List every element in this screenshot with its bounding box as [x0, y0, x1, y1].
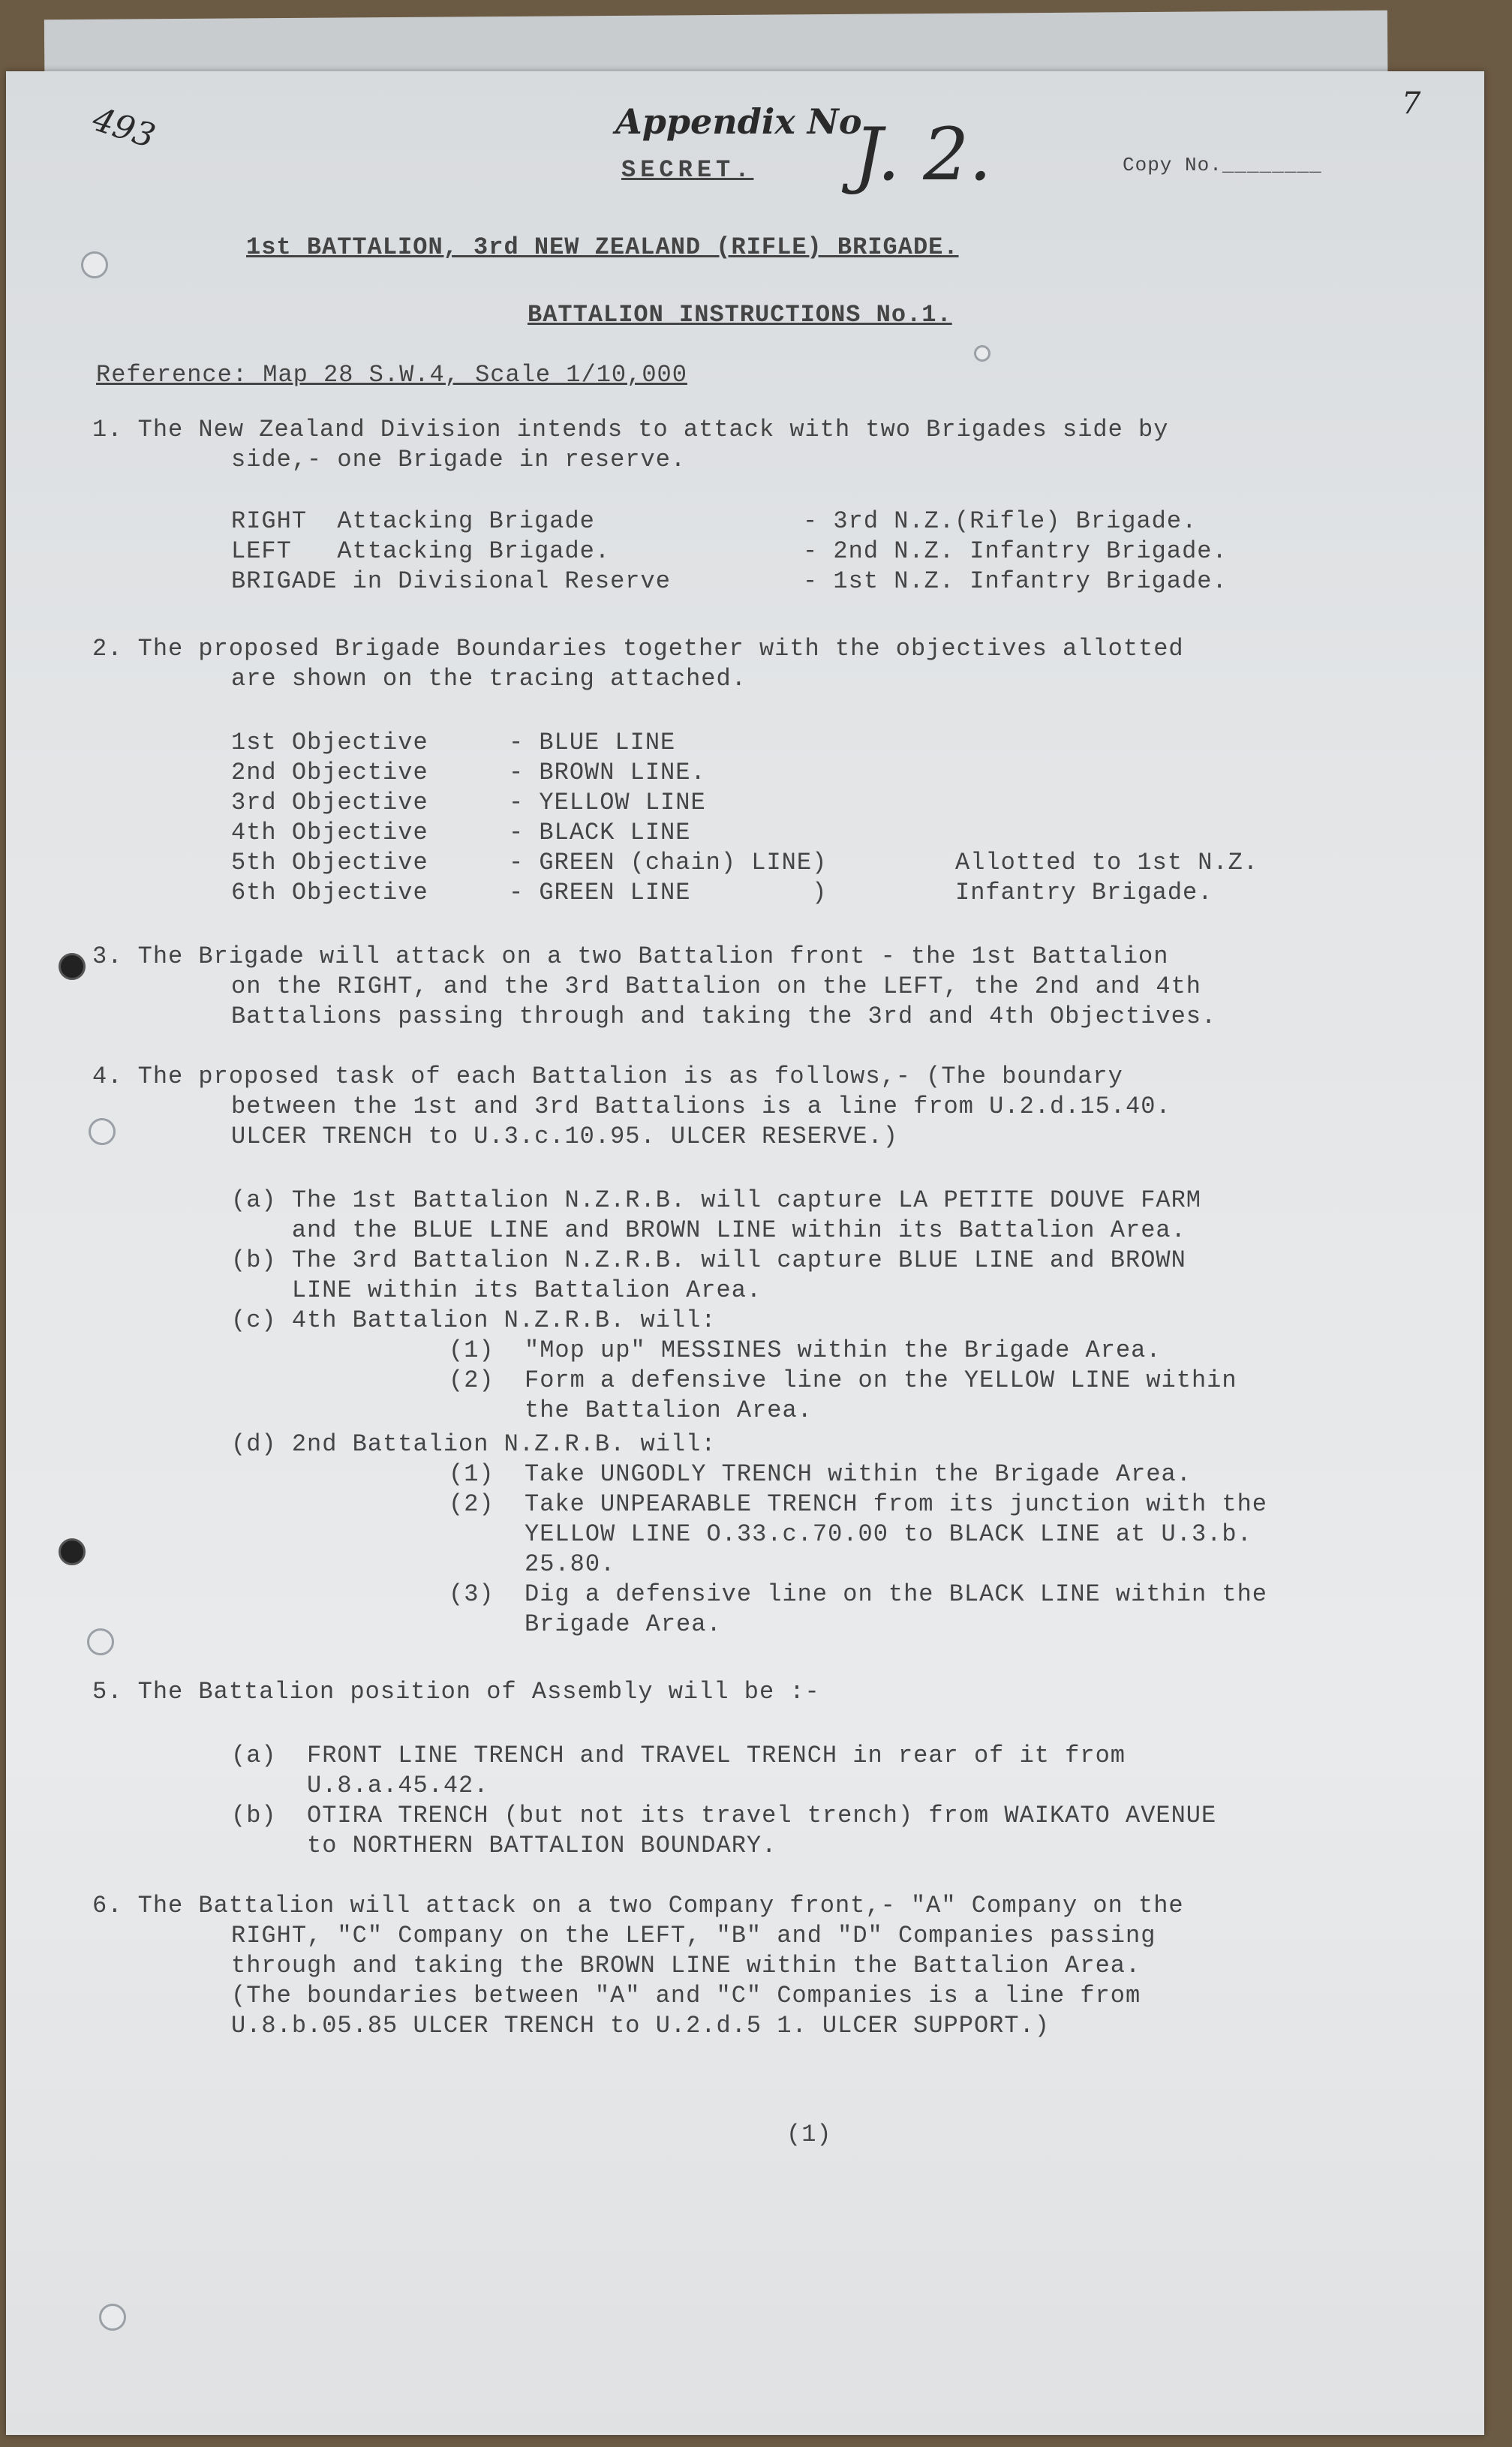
objective-row-value: - BROWN LINE.	[509, 759, 706, 786]
brigade-row-value: - 2nd N.Z. Infantry Brigade.	[803, 537, 1228, 565]
punch-hole	[87, 1628, 114, 1655]
para-4a-line-2: and the BLUE LINE and BROWN LINE within its Battalion Area.	[231, 1216, 1186, 1244]
objective-row-label: 6th Objective	[231, 879, 428, 906]
page-number: (1)	[786, 2121, 832, 2148]
objective-row-value: - BLUE LINE	[509, 729, 676, 756]
para-4a-line-1: (a) The 1st Battalion N.Z.R.B. will capture LA PETITE DOUVE FARM	[231, 1186, 1201, 1214]
allotted-note-line-2: Infantry Brigade.	[955, 879, 1213, 906]
objective-row-label: 5th Objective	[231, 849, 428, 876]
para-4-line-1: 4. The proposed task of each Battalion is as follows,- (The boundary	[92, 1063, 1123, 1090]
objective-row-value: - GREEN (chain) LINE)	[509, 849, 828, 876]
appendix-mark: J. 2.	[854, 113, 992, 197]
para-5a-line-1: (a) FRONT LINE TRENCH and TRAVEL TRENCH in rear of it from	[231, 1742, 1126, 1769]
para-5-line-1: 5. The Battalion position of Assembly will be :-	[92, 1678, 820, 1706]
para-3-line-1: 3. The Brigade will attack on a two Battalion front - the 1st Battalion	[92, 942, 1169, 970]
brigade-row-value: - 3rd N.Z.(Rifle) Brigade.	[803, 507, 1198, 535]
brigade-row-label: RIGHT Attacking Brigade	[231, 507, 595, 535]
copy-number: Copy No.________	[1123, 154, 1322, 176]
para-4c-heading: (c) 4th Battalion N.Z.R.B. will:	[231, 1306, 717, 1334]
objective-row-label: 3rd Objective	[231, 789, 428, 816]
para-6-line-1: 6. The Battalion will attack on a two Company front,- "A" Company on the	[92, 1892, 1184, 1919]
objective-row-value: - YELLOW LINE	[509, 789, 706, 816]
para-5b-line-1: (b) OTIRA TRENCH (but not its travel trench) from WAIKATO AVENUE	[231, 1802, 1217, 1829]
allotted-note-line-1: Allotted to 1st N.Z.	[955, 849, 1259, 876]
para-4d-item-1: (1) Take UNGODLY TRENCH within the Brigade Area.	[449, 1460, 1192, 1488]
document-subtitle: BATTALION INSTRUCTIONS No.1.	[528, 301, 952, 329]
folio-number: 493	[88, 100, 160, 156]
para-4-line-3: ULCER TRENCH to U.3.c.10.95. ULCER RESERVE.)	[231, 1123, 898, 1150]
para-4d-item-2-cont: 25.80.	[449, 1550, 616, 1578]
page-mark: 7	[1402, 86, 1421, 121]
para-1-line-1: 1. The New Zealand Division intends to attack with two Brigades side by	[92, 416, 1169, 443]
para-2-line-2: are shown on the tracing attached.	[231, 665, 747, 693]
objective-row-label: 2nd Objective	[231, 759, 428, 786]
para-4-line-2: between the 1st and 3rd Battalions is a line from U.2.d.15.40.	[231, 1093, 1171, 1120]
punch-hole	[81, 251, 108, 278]
secret-label: SECRET.	[621, 156, 754, 184]
para-4b-line-2: LINE within its Battalion Area.	[231, 1276, 762, 1304]
para-6-line-4: (The boundaries between "A" and "C" Companies is a line from	[231, 1982, 1141, 2010]
para-4d-item-3-cont: Brigade Area.	[449, 1610, 722, 1638]
punch-hole	[89, 1118, 116, 1145]
objective-row-label: 1st Objective	[231, 729, 428, 756]
map-reference: Reference: Map 28 S.W.4, Scale 1/10,000	[96, 361, 687, 389]
para-4d-item-3: (3) Dig a defensive line on the BLACK LINE within the	[449, 1580, 1267, 1608]
para-6-line-5: U.8.b.05.85 ULCER TRENCH to U.2.d.5 1. ULCER SUPPORT.)	[231, 2012, 1050, 2040]
para-5b-line-2: to NORTHERN BATTALION BOUNDARY.	[231, 1832, 777, 1859]
brigade-row-label: BRIGADE in Divisional Reserve	[231, 567, 671, 595]
para-4d-item-2-cont: YELLOW LINE O.33.c.70.00 to BLACK LINE at U.3.b.	[449, 1520, 1252, 1548]
document-page	[6, 71, 1484, 2435]
para-4b-line-1: (b) The 3rd Battalion N.Z.R.B. will capture BLUE LINE and BROWN	[231, 1246, 1186, 1274]
punch-hole	[59, 953, 86, 980]
objective-row-value: - BLACK LINE	[509, 819, 691, 846]
objective-row-value: - GREEN LINE )	[509, 879, 828, 906]
para-4c-item-2: (2) Form a defensive line on the YELLOW LINE within	[449, 1366, 1237, 1394]
punch-hole	[59, 1538, 86, 1565]
brigade-row-value: - 1st N.Z. Infantry Brigade.	[803, 567, 1228, 595]
para-3-line-2: on the RIGHT, and the 3rd Battalion on the LEFT, the 2nd and 4th	[231, 972, 1201, 1000]
para-6-line-2: RIGHT, "C" Company on the LEFT, "B" and "D" Companies passing	[231, 1922, 1156, 1949]
brigade-row-label: LEFT Attacking Brigade.	[231, 537, 611, 565]
para-2-line-1: 2. The proposed Brigade Boundaries together with the objectives allotted	[92, 635, 1184, 663]
document-title: 1st BATTALION, 3rd NEW ZEALAND (RIFLE) BRIGADE.	[246, 233, 959, 261]
para-4c-item-2-cont: the Battalion Area.	[449, 1396, 813, 1424]
para-3-line-3: Battalions passing through and taking the 3rd and 4th Objectives.	[231, 1003, 1217, 1030]
objective-row-label: 4th Objective	[231, 819, 428, 846]
para-5a-line-2: U.8.a.45.42.	[231, 1772, 489, 1799]
punch-hole	[99, 2304, 126, 2331]
punch-hole	[974, 345, 990, 362]
para-4d-item-2: (2) Take UNPEARABLE TRENCH from its junction with the	[449, 1490, 1267, 1518]
appendix-label: Appendix No	[615, 101, 862, 142]
para-1-line-2: side,- one Brigade in reserve.	[231, 446, 687, 473]
para-4c-item-1: (1) "Mop up" MESSINES within the Brigade Area.	[449, 1336, 1162, 1364]
para-6-line-3: through and taking the BROWN LINE within the Battalion Area.	[231, 1952, 1141, 1980]
para-4d-heading: (d) 2nd Battalion N.Z.R.B. will:	[231, 1430, 717, 1458]
